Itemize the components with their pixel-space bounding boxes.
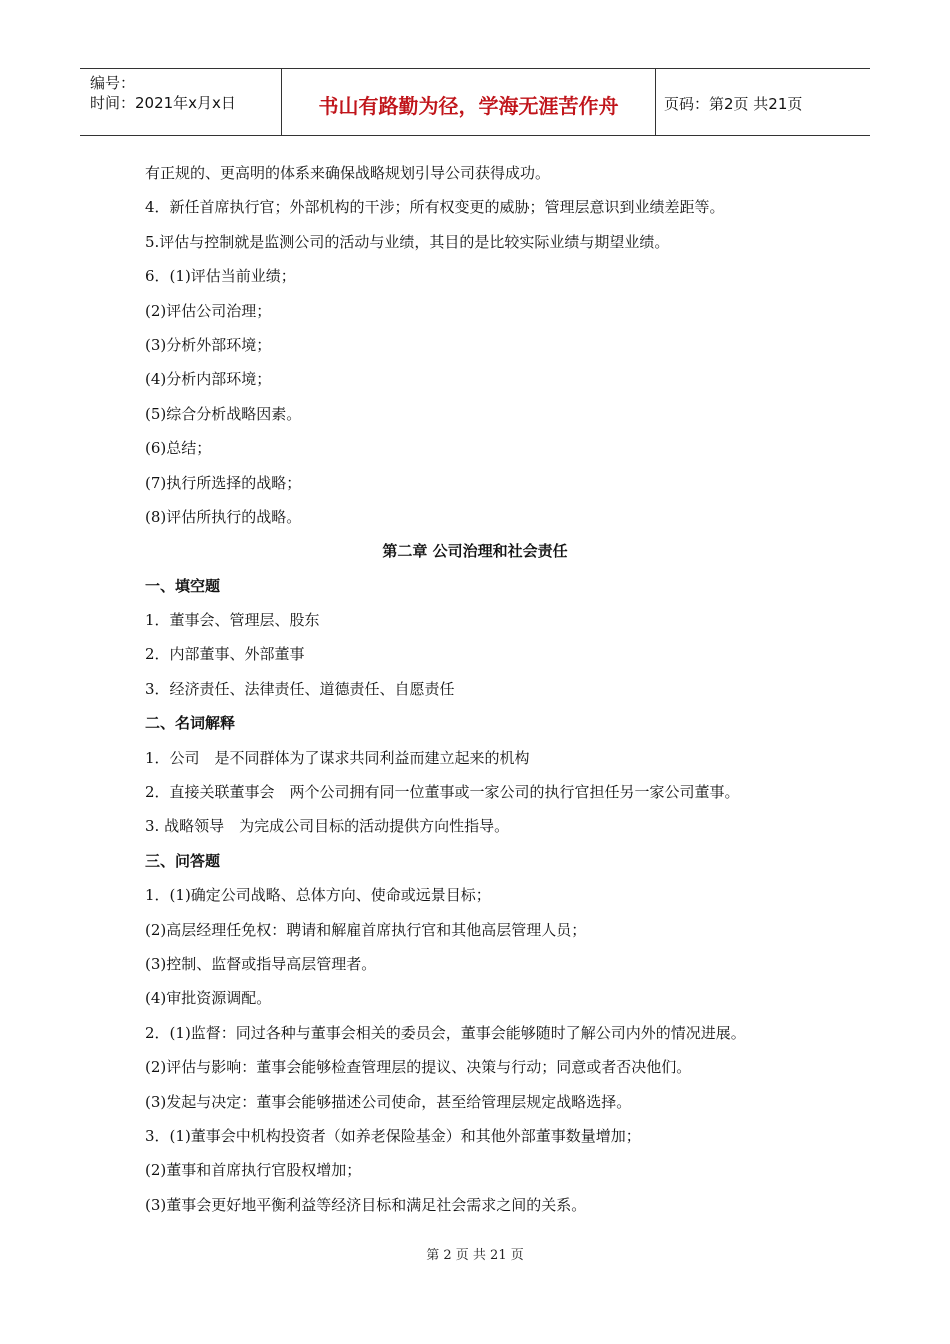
body-line: 5.评估与控制就是监测公司的活动与业绩，其目的是比较实际业绩与期望业绩。 — [145, 232, 670, 251]
body-line: 2．(1)监督：同过各种与董事会相关的委员会，董事会能够随时了解公司内外的情况进展。 — [145, 1023, 746, 1042]
body-line: (2)评估公司治理； — [145, 301, 272, 320]
header-page-info: 页码：第2页 共21页 — [664, 94, 803, 113]
body-line: 1．(1)确定公司战略、总体方向、使命或远景目标； — [145, 886, 491, 905]
page-footer: 第 2 页 共 21 页 — [426, 1248, 524, 1263]
body-line: (7)执行所选择的战略； — [145, 473, 302, 492]
body-line: 3．经济责任、法律责任、道德责任、自愿责任 — [145, 679, 455, 698]
header-meta-cell — [80, 69, 282, 135]
body-line: 3．(1)董事会中机构投资者（如养老保险基金）和其他外部董事数量增加； — [145, 1126, 641, 1145]
body-line: (6)总结； — [145, 439, 212, 458]
body-line: 4．新任首席执行官；外部机构的干涉；所有权变更的威胁；管理层意识到业绩差距等。 — [145, 198, 725, 217]
body-line: 1．公司 是不同群体为了谋求共同利益而建立起来的机构 — [145, 748, 530, 767]
section-heading: 一、填空题 — [145, 576, 221, 595]
body-line: (3)发起与决定：董事会能够描述公司使命，甚至给管理层规定战略选择。 — [145, 1092, 632, 1111]
body-line: 2．内部董事、外部董事 — [145, 645, 305, 664]
body-line: (8)评估所执行的战略。 — [145, 507, 302, 526]
body-line: (3)董事会更好地平衡利益等经济目标和满足社会需求之间的关系。 — [145, 1195, 587, 1214]
body-line: (3)分析外部环境； — [145, 335, 272, 354]
page-header — [80, 68, 870, 136]
document-body — [145, 156, 825, 1222]
body-line: (4)分析内部环境； — [145, 370, 272, 389]
header-motto: 书山有路勤为径，学海无涯苦作舟 — [282, 69, 656, 135]
body-line: (5)综合分析战略因素。 — [145, 404, 302, 423]
section-heading: 二、名词解释 — [145, 714, 236, 733]
chapter-heading: 第二章 公司治理和社会责任 — [382, 542, 568, 561]
document-number-label: 编号： — [90, 74, 136, 92]
document-date: 时间：2021年x月x日 — [90, 94, 236, 112]
body-line: (2)评估与影响：董事会能够检查管理层的提议、决策与行动；同意或者否决他们。 — [145, 1058, 692, 1077]
body-line: 2．直接关联董事会 两个公司拥有同一位董事或一家公司的执行官担任另一家公司董事。 — [145, 783, 740, 802]
body-line: (2)董事和首席执行官股权增加； — [145, 1161, 362, 1180]
body-line: 有正规的、更高明的体系来确保战略规划引导公司获得成功。 — [145, 164, 551, 182]
section-heading: 三、问答题 — [145, 851, 221, 870]
body-line: 6．(1)评估当前业绩； — [145, 267, 296, 286]
body-line: (3)控制、监督或指导高层管理者。 — [145, 954, 377, 973]
body-line: (4)审批资源调配。 — [145, 989, 272, 1008]
body-line: 1．董事会、管理层、股东 — [145, 611, 320, 630]
body-line: 3. 战略领导 为完成公司目标的活动提供方向性指导。 — [145, 817, 510, 836]
body-line: (2)高层经理任免权：聘请和解雇首席执行官和其他高层管理人员； — [145, 920, 587, 939]
